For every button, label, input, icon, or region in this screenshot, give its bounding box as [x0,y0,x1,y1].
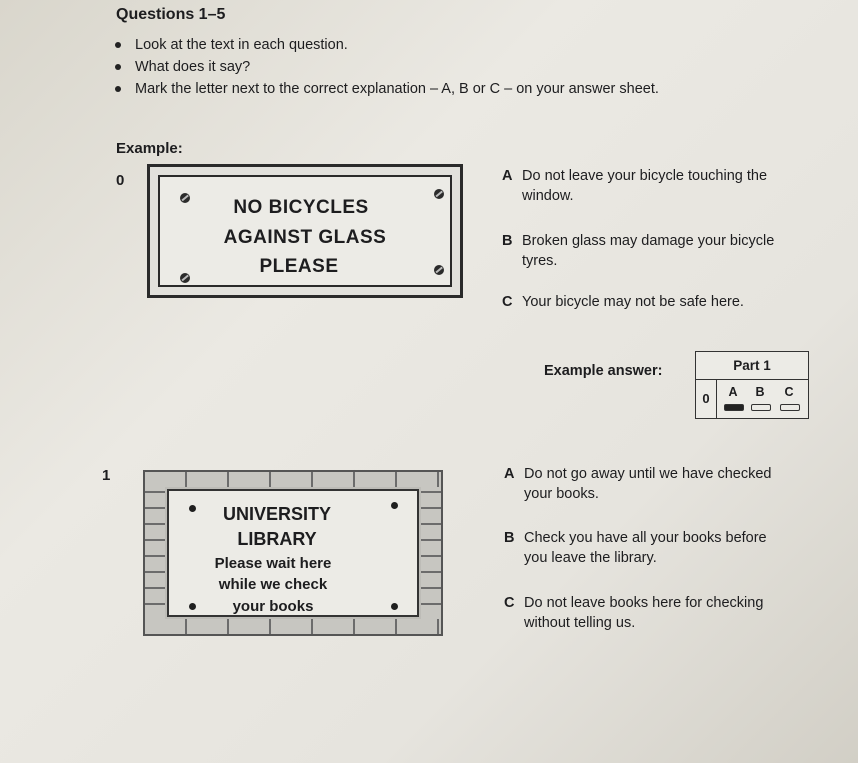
option-text: Broken glass may damage your bicycle [522,233,775,249]
option-text: Check you have all your books before [524,530,767,546]
question1-sign [143,470,443,636]
example-number: 0 [116,172,125,189]
answer-mark-filled [724,404,744,411]
sign-line: NO BICYCLES [233,197,369,218]
option-text: without telling us. [524,615,636,631]
answer-part-title: Part 1 [696,352,808,380]
question1-option-a [504,464,771,504]
option-text: Do not go away until we have checked [524,466,772,482]
example-answer-label: Example answer: [544,363,663,379]
answer-row-number: 0 [696,380,717,418]
sign-line: Please wait here [214,555,332,572]
answer-mark-empty [751,404,771,411]
instruction-item: What does it say? [113,58,659,80]
example-sign [147,164,463,298]
option-text: Do not leave books here for checking [524,595,764,611]
option-text: you leave the library. [524,550,657,566]
answer-sheet-sample [695,351,809,419]
option-text: window. [522,188,574,204]
question-number: 1 [102,467,111,484]
option-text: Your bicycle may not be safe here. [522,294,744,310]
option-letter: C [504,595,515,611]
example-label: Example: [116,140,183,157]
answer-letter: C [784,385,794,399]
example-option-a [502,166,767,206]
option-letter: A [502,168,513,184]
answer-mark-empty [780,404,800,411]
question1-option-b [504,528,767,568]
option-letter: A [504,466,515,482]
instruction-item: Look at the text in each question. [113,36,659,58]
example-option-b [502,231,774,271]
sign-line: AGAINST GLASS [223,227,387,248]
sign-frame [145,472,441,487]
sign-frame [145,619,441,634]
example-sign-panel [158,175,452,287]
section-heading: Questions 1–5 [116,6,226,23]
sign-line: LIBRARY [237,529,317,549]
sign-line: UNIVERSITY [222,504,332,524]
instruction-item: Mark the letter next to the correct explanation – A, B or C – on your answer sheet. [113,80,659,102]
option-letter: B [504,530,515,546]
question1-option-c [504,593,763,633]
instructions-list [113,36,659,102]
answer-letter: B [755,385,765,399]
option-text: your books. [524,486,599,502]
question1-sign-panel [167,489,419,617]
option-text: tyres. [522,253,558,269]
answer-letter: A [728,385,738,399]
sign-frame [421,487,441,619]
option-text: Do not leave your bicycle touching the [522,168,768,184]
sign-line: while we check [218,576,328,593]
sign-line: your books [232,598,314,615]
option-letter: B [502,233,513,249]
example-option-c [502,292,744,312]
sign-line: PLEASE [259,256,339,277]
option-letter: C [502,294,513,310]
